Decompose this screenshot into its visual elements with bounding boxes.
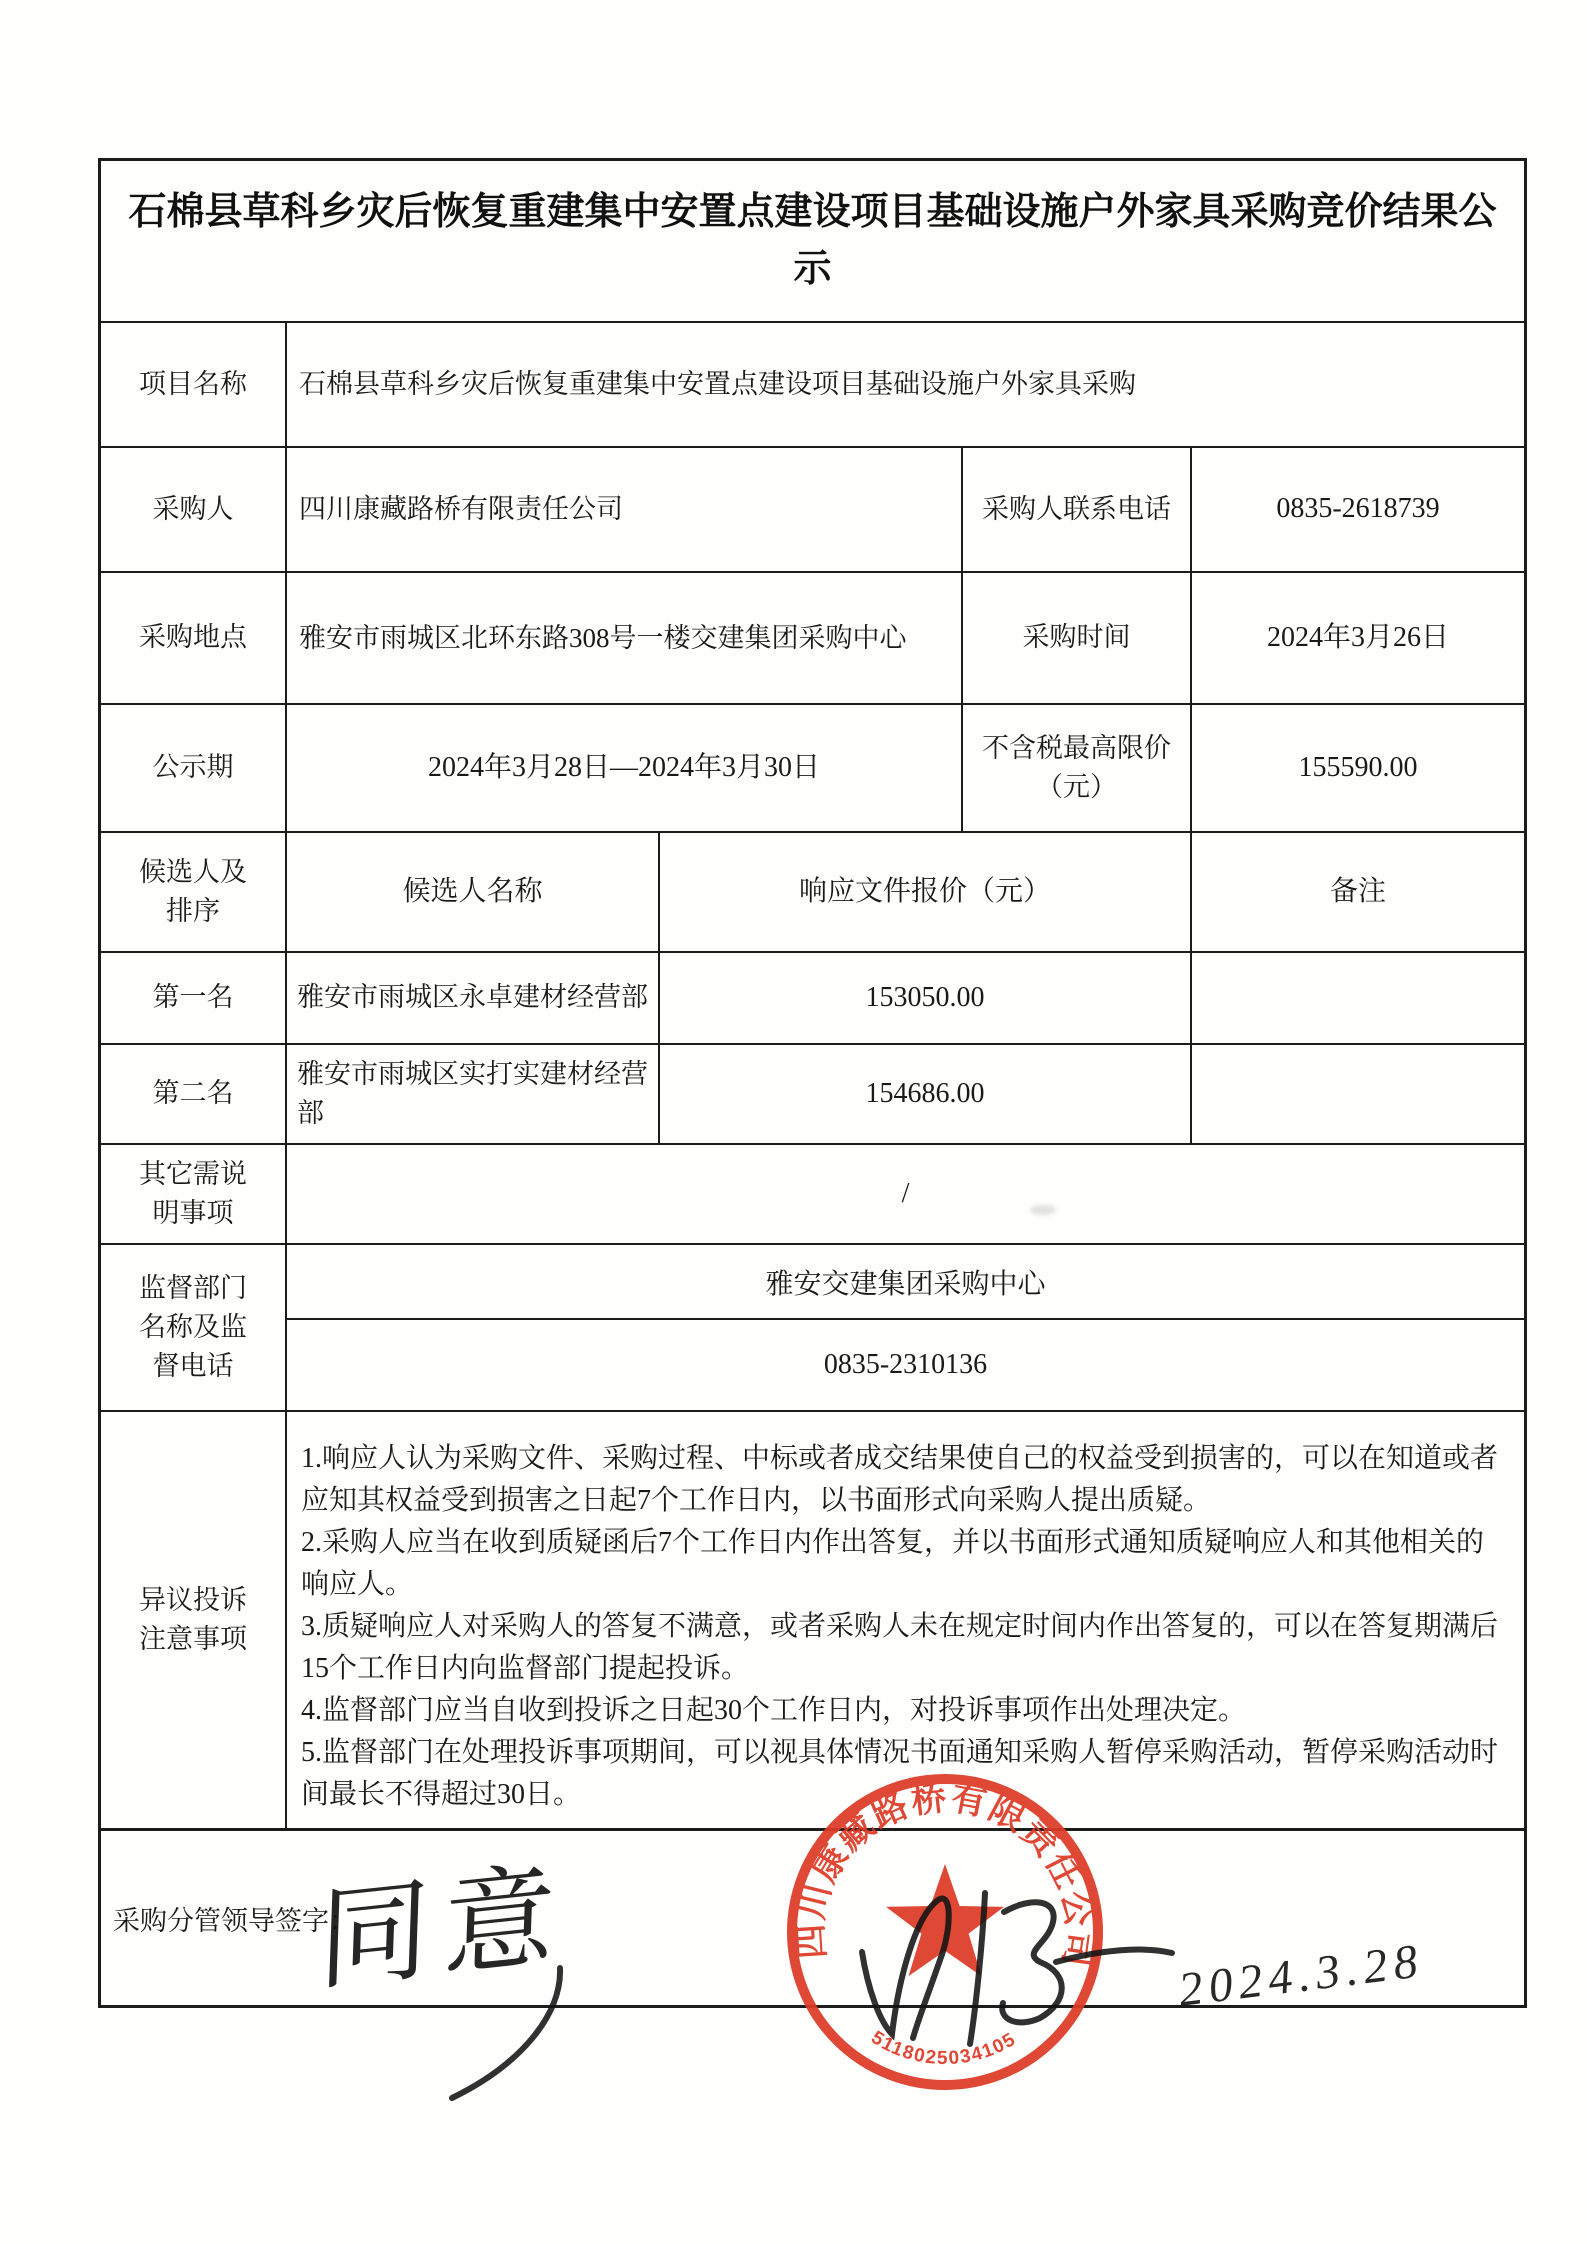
handwritten-approval: 同意 xyxy=(316,1853,572,2005)
other-notes-label: 其它需说明事项 xyxy=(139,1158,247,1228)
project-row xyxy=(101,321,1524,446)
purchase-time-label: 采购时间 xyxy=(961,573,1190,703)
supervision-department: 雅安交建集团采购中心 xyxy=(287,1245,1524,1320)
candidate-remark xyxy=(1190,953,1524,1043)
project-label: 项目名称 xyxy=(139,368,247,399)
title-row xyxy=(101,161,1524,321)
candidate-price: 154686.00 xyxy=(658,1045,1190,1143)
location-label: 采购地点 xyxy=(139,622,247,653)
supervision-values xyxy=(285,1245,1524,1410)
table-row xyxy=(101,951,1524,1043)
company-seal xyxy=(775,1762,1115,2102)
period-value: 2024年3月28日—2024年3月30日 xyxy=(285,705,961,831)
purchase-time-value: 2024年3月26日 xyxy=(1190,573,1524,703)
candidate-price: 153050.00 xyxy=(658,953,1190,1043)
purchaser-phone-value: 0835-2618739 xyxy=(1190,448,1524,571)
purchaser-value: 四川康藏路桥有限责任公司 xyxy=(285,448,961,571)
period-label: 公示期 xyxy=(152,752,234,783)
project-value: 石棉县草科乡灾后恢复重建集中安置点建设项目基础设施户外家具采购 xyxy=(285,323,1524,446)
supervision-row xyxy=(101,1243,1524,1410)
svg-text:5118025034105 xyxy=(867,2027,1020,2069)
candidates-header-row xyxy=(101,831,1524,951)
complaint-item-3: 3.质疑响应人对采购人的答复不满意，或者采购人未在规定时间内作出答复的，可以在答复期满后15个工作日内向监督部门提起投诉。 xyxy=(301,1611,1499,1684)
candidate-remark-header: 备注 xyxy=(1190,833,1524,951)
max-price-label: 不含税最高限价（元） xyxy=(961,705,1190,831)
handwritten-date: 2024.3.28 xyxy=(1175,1934,1427,2017)
page-title: 石棉县草科乡灾后恢复重建集中安置点建设项目基础设施户外家具采购竞价结果公示 xyxy=(128,191,1497,290)
supervision-label: 监督部门名称及监督电话 xyxy=(139,1272,247,1382)
complaint-item-1: 1.响应人认为采购文件、采购过程、中标或者成交结果使自己的权益受到损害的，可以在知道或者应知其权益受到损害之日起7个工作日内，以书面形式向采购人提出质疑。 xyxy=(301,1443,1499,1516)
purchaser-row xyxy=(101,446,1524,571)
complaint-item-2: 2.采购人应当在收到质疑函后7个工作日内作出答复，并以书面形式通知质疑响应人和其他相关的响应人。 xyxy=(301,1527,1485,1600)
candidate-remark xyxy=(1190,1045,1524,1143)
other-notes-value: / xyxy=(285,1145,1524,1243)
announcement-table xyxy=(98,158,1527,2008)
period-row xyxy=(101,703,1524,831)
location-row xyxy=(101,571,1524,703)
candidate-rank: 第一名 xyxy=(152,982,234,1013)
location-value: 雅安市雨城区北环东路308号一楼交建集团采购中心 xyxy=(285,573,961,703)
candidate-price-header: 响应文件报价（元） xyxy=(658,833,1190,951)
candidate-name: 雅安市雨城区实打实建材经营部 xyxy=(285,1045,658,1143)
candidates-row-label: 候选人及排序 xyxy=(139,856,247,926)
title-cell xyxy=(101,184,1524,298)
other-notes-row xyxy=(101,1143,1524,1243)
scan-smudge xyxy=(1030,1205,1056,1215)
seal-star-icon xyxy=(886,1864,1004,1976)
signature-label: 采购分管领导签字： xyxy=(113,1905,356,1936)
purchaser-label: 采购人 xyxy=(152,493,234,524)
table-row xyxy=(101,1043,1524,1143)
seal-number-text: 5118025034105 xyxy=(867,2027,1021,2070)
candidate-name-header: 候选人名称 xyxy=(285,833,658,951)
candidate-name: 雅安市雨城区永卓建材经营部 xyxy=(285,953,658,1043)
complaint-item-5: 5.监督部门在处理投诉事项期间，可以视具体情况书面通知采购人暂停采购活动，暂停采购活动时间最长不得超过30日。 xyxy=(301,1737,1499,1810)
seal-company-text: 四川康藏路桥有限责任公司 xyxy=(791,1777,1100,1972)
candidate-rank: 第二名 xyxy=(152,1078,234,1109)
max-price-value: 155590.00 xyxy=(1190,705,1524,831)
supervision-phone: 0835-2310136 xyxy=(823,1349,988,1380)
complaint-item-4: 4.监督部门应当自收到投诉之日起30个工作日内，对投诉事项作出处理决定。 xyxy=(301,1695,1247,1726)
purchaser-phone-label: 采购人联系电话 xyxy=(961,448,1190,571)
complaint-label: 异议投诉注意事项 xyxy=(139,1584,247,1654)
